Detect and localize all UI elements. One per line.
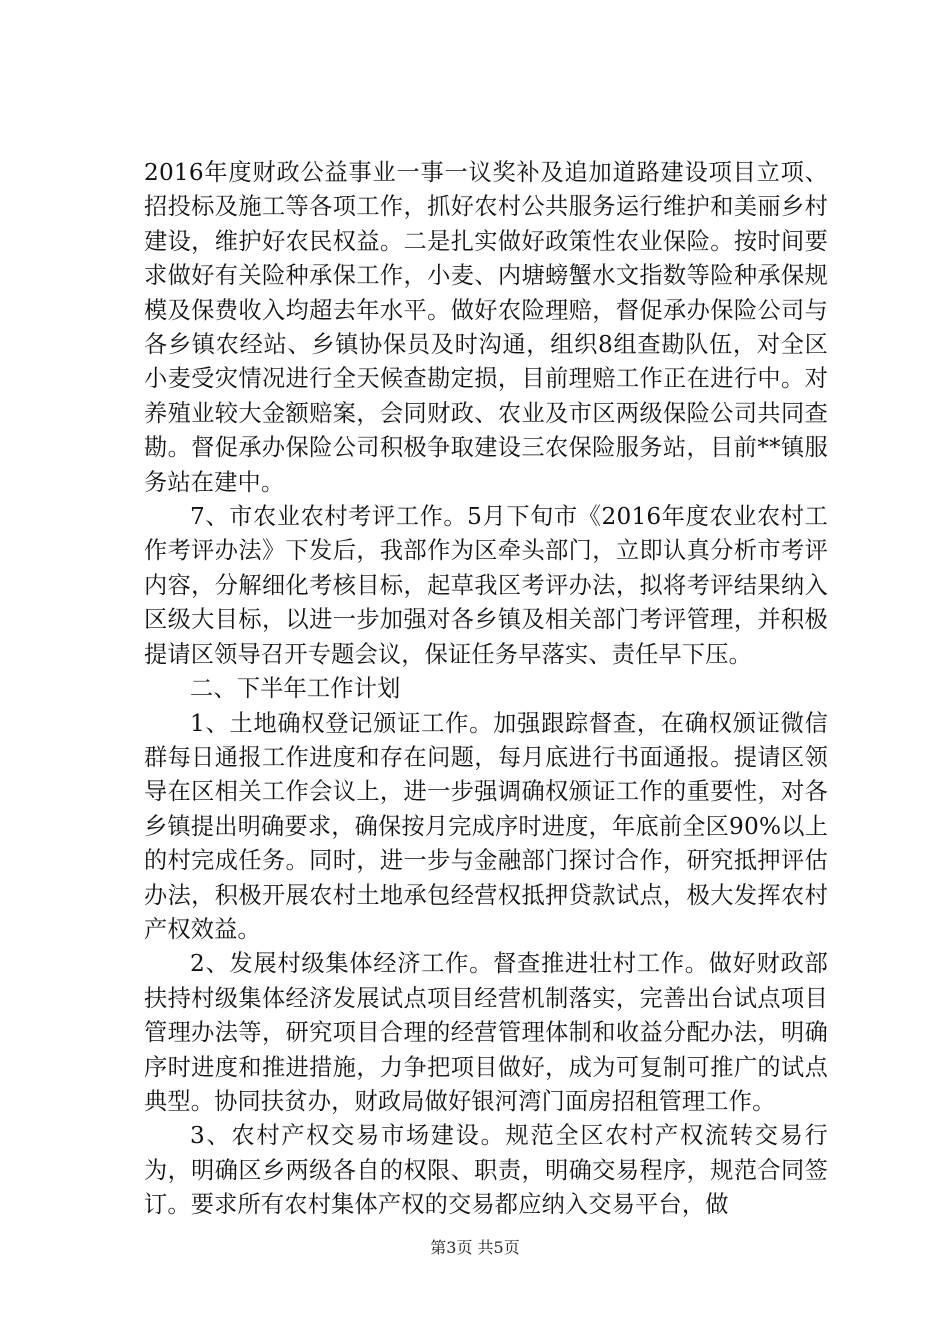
paragraph-property-market: 3、农村产权交易市场建设。规范全区农村产权流转交易行为，明确区乡两级各自的权限、职责，明确交易程序，规范合同签订。要求所有农村集体产权的交易都应纳入交易平台，做 [144, 1122, 828, 1219]
paragraph-land-rights: 1、土地确权登记颁证工作。加强跟踪督查，在确权颁证微信群每日通报工作进度和存在问题，每月底进行书面通报。提请区领导在区相关工作会议上，进一步强调确权颁证工作的重要性，对各乡镇提出明确要求，确保按月完成序时进度，年底前全区90%以上的村完成任务。同时，进一步与金融部门探讨合作，研究抵押评估办法，积极开展农村土地承包经营权抵押贷款试点，极大发挥农村产权效益。 [144, 709, 828, 943]
section-heading-second-half-plan: 二、下半年工作计划 [190, 675, 401, 703]
document-body [144, 156, 828, 1223]
paragraph-assessment-work: 7、市农业农村考评工作。5月下旬市《2016年度农业农村工作考评办法》下发后，我部作为区牵头部门，立即认真分析市考评内容，分解细化考核目标，起草我区考评办法，拟将考评结果纳入区级大目标，以进一步加强对各乡镇及相关部门考评管理，并积极提请区领导召开专题会议，保证任务早落实、责任早下压。 [144, 503, 828, 668]
paragraph-insurance-work: 2016年度财政公益事业一事一议奖补及追加道路建设项目立项、招投标及施工等各项工作，抓好农村公共服务运行维护和美丽乡村建设，维护好农民权益。二是扎实做好政策性农业保险。按时间要求做好有关险种承保工作，小麦、内塘螃蟹水文指数等险种承保规模及保费收入均超去年水平。做好农险理赔，督促承办保险公司与各乡镇农经站、乡镇协保员及时沟通，组织8组查勘队伍，对全区小麦受灾情况进行全天候查勘定损，目前理赔工作正在进行中。对养殖业较大金额赔案，会同财政、农业及市区两级保险公司共同查勘。督促承办保险公司积极争取建设三农保险服务站，目前**镇服务站在建中。 [144, 159, 828, 496]
paragraph-collective-economy: 2、发展村级集体经济工作。督查推进壮村工作。做好财政部扶持村级集体经济发展试点项目经营机制落实，完善出台试点项目管理办法等，研究项目合理的经营管理体制和收益分配办法，明确序时进度和推进措施，力争把项目做好，成为可复制可推广的试点典型。协同扶贫办，财政局做好银河湾门面房招租管理工作。 [144, 950, 828, 1115]
page-footer: 第3页 共5页 [430, 1238, 520, 1257]
